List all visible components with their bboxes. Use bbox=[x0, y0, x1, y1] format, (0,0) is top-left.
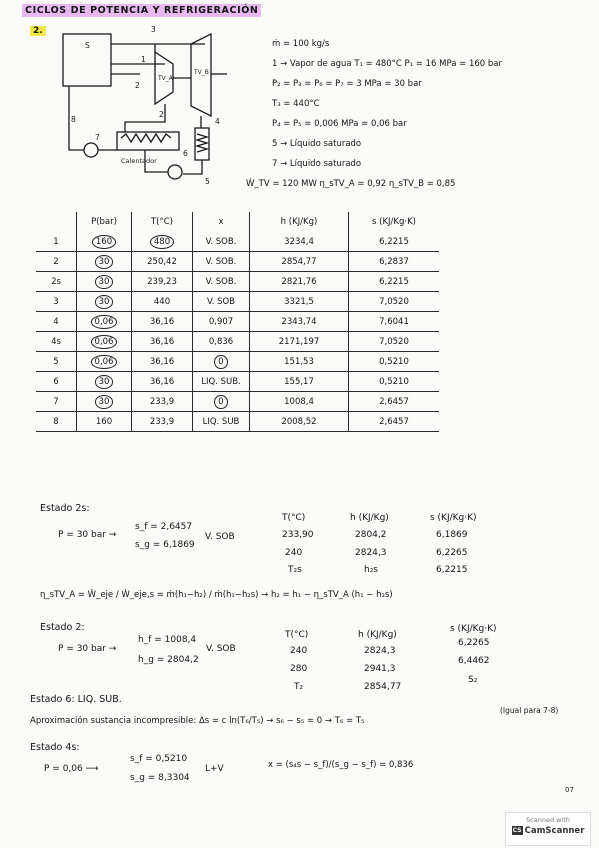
table-cell: 4 bbox=[36, 312, 77, 332]
table-cell: 36,16 bbox=[132, 332, 193, 352]
table-cell: 160 bbox=[77, 412, 132, 432]
given-state-5: 5 → Líquido saturado bbox=[272, 139, 362, 149]
circled-value: 0,06 bbox=[91, 315, 118, 329]
table-cell: V. SOB. bbox=[193, 232, 250, 252]
estado-2-interp-r1c2: 6,4462 bbox=[458, 656, 490, 666]
table-cell: 239,23 bbox=[132, 272, 193, 292]
circled-value: 30 bbox=[95, 275, 114, 289]
table-cell: 6,2215 bbox=[349, 272, 440, 292]
table-cell: 5 bbox=[36, 352, 77, 372]
estado-2-interp-r0c0: 240 bbox=[290, 646, 308, 656]
table-row bbox=[36, 292, 439, 312]
estado-2-interp-h1: h (KJ/Kg) bbox=[358, 630, 397, 640]
property-table bbox=[36, 212, 439, 432]
diagram-label-tva: TV_A bbox=[158, 75, 173, 82]
estado-2-interp-r2c1: 2854,77 bbox=[364, 682, 402, 692]
table-cell bbox=[77, 312, 132, 332]
diagram-label-2: 2 bbox=[159, 110, 164, 119]
table-cell: 2 bbox=[36, 252, 77, 272]
estado-2s-interp-r1c0: 240 bbox=[285, 548, 303, 558]
estado-2s-interp-r2c2: 6,2215 bbox=[436, 565, 468, 575]
table-cell: 1 bbox=[36, 232, 77, 252]
page-title: CICLOS DE POTENCIA Y REFRIGERACIÓN bbox=[22, 4, 261, 17]
camscanner-logo-icon: CS bbox=[512, 827, 522, 834]
table-cell: LIQ. SUB bbox=[193, 412, 250, 432]
diagram-label-8: 8 bbox=[71, 115, 76, 124]
estado-4s-phase: L+V bbox=[205, 764, 224, 774]
estado-2s-interp-r1c2: 6,2265 bbox=[436, 548, 468, 558]
diagram-label-1: 1 bbox=[141, 55, 146, 64]
table-cell: 2s bbox=[36, 272, 77, 292]
table-cell: 4s bbox=[36, 332, 77, 352]
table-cell: 151,53 bbox=[250, 352, 349, 372]
table-cell: 3 bbox=[36, 292, 77, 312]
estado-2-phase: V. SOB bbox=[206, 644, 236, 654]
table-cell: 2821,76 bbox=[250, 272, 349, 292]
table-cell bbox=[77, 372, 132, 392]
circled-value: 0,06 bbox=[91, 335, 118, 349]
table-cell: 2343,74 bbox=[250, 312, 349, 332]
table-cell: 6 bbox=[36, 372, 77, 392]
estado-2-interp-r0c1: 2824,3 bbox=[364, 646, 396, 656]
given-mass-flow: ṁ = 100 kg/s bbox=[272, 39, 330, 49]
table-cell: 1008,4 bbox=[250, 392, 349, 412]
scanner-line-1: Scanned with bbox=[526, 816, 570, 824]
circled-value: 30 bbox=[95, 375, 114, 389]
cycle-schematic bbox=[55, 22, 240, 187]
table-cell: 7,0520 bbox=[349, 292, 440, 312]
table-cell: 233,9 bbox=[132, 412, 193, 432]
table-cell bbox=[77, 252, 132, 272]
table-cell: 7,0520 bbox=[349, 332, 440, 352]
estado-6-note: (Igual para 7-8) bbox=[500, 706, 559, 715]
estado-4s-pressure: P = 0,06 ⟶ bbox=[44, 764, 99, 774]
table-cell: 36,16 bbox=[132, 312, 193, 332]
table-row bbox=[36, 392, 439, 412]
table-cell: 36,16 bbox=[132, 372, 193, 392]
table-cell: 36,16 bbox=[132, 352, 193, 372]
table-cell: V. SOB. bbox=[193, 272, 250, 292]
page-number: 07 bbox=[565, 786, 574, 794]
estado-2-interp-r1c0: 280 bbox=[290, 664, 308, 674]
diagram-label-tvb: TV_B bbox=[194, 69, 209, 76]
table-cell: 0,5210 bbox=[349, 352, 440, 372]
table-header: P(bar) bbox=[77, 212, 132, 232]
table-cell: 0,907 bbox=[193, 312, 250, 332]
circled-value: 30 bbox=[95, 255, 114, 269]
circled-value: 0 bbox=[214, 395, 227, 409]
diagram-label-4: 4 bbox=[215, 117, 220, 126]
table-cell: 7 bbox=[36, 392, 77, 412]
table-cell: 155,17 bbox=[250, 372, 349, 392]
diagram-label-3: 3 bbox=[151, 25, 156, 34]
table-cell: V. SOB bbox=[193, 292, 250, 312]
givens-list bbox=[246, 34, 502, 194]
estado-2s-interp-r0c2: 6,1869 bbox=[436, 530, 468, 540]
table-cell bbox=[132, 232, 193, 252]
table-row bbox=[36, 332, 439, 352]
diagram-label-heater: Calentador bbox=[121, 157, 157, 165]
table-cell bbox=[77, 272, 132, 292]
circled-value: 30 bbox=[95, 395, 114, 409]
estado-2s-interp-r0c1: 2804,2 bbox=[355, 530, 387, 540]
pump-a bbox=[168, 165, 182, 179]
estado-2s-phase: V. SOB bbox=[205, 532, 235, 542]
diagram-label-6: 6 bbox=[183, 149, 188, 158]
table-cell bbox=[77, 392, 132, 412]
table-cell: 8 bbox=[36, 412, 77, 432]
table-header: s (KJ/Kg·K) bbox=[349, 212, 440, 232]
given-pressures-30bar: P₂ = P₃ = P₆ = P₇ = 3 MPa = 30 bar bbox=[272, 79, 422, 89]
estado-4s-quality: x = (s₄s − s_f)/(s_g − s_f) = 0,836 bbox=[268, 760, 414, 770]
table-header: x bbox=[193, 212, 250, 232]
table-cell: 2854,77 bbox=[250, 252, 349, 272]
table-cell: 2,6457 bbox=[349, 392, 440, 412]
estado-2-interp-r1c1: 2941,3 bbox=[364, 664, 396, 674]
table-cell: 3234,4 bbox=[250, 232, 349, 252]
estado-4s-sf: s_f = 0,5210 bbox=[130, 754, 188, 764]
estado-2-interp-h0: T(°C) bbox=[285, 630, 309, 640]
problem-number: 2. bbox=[30, 26, 46, 36]
table-cell: 0,5210 bbox=[349, 372, 440, 392]
table-cell: 0,836 bbox=[193, 332, 250, 352]
estado-2s-interp-r0c0: 233,90 bbox=[282, 530, 314, 540]
table-row bbox=[36, 232, 439, 252]
estado-2s-interp-r1c1: 2824,3 bbox=[355, 548, 387, 558]
circled-value: 0 bbox=[214, 355, 227, 369]
table-cell: 6,2837 bbox=[349, 252, 440, 272]
estado-2s-interp-r2c0: T₂s bbox=[288, 565, 302, 575]
pump-b bbox=[84, 143, 98, 157]
estado-2s-interp-h2: s (KJ/Kg·K) bbox=[430, 513, 477, 523]
table-cell bbox=[193, 352, 250, 372]
circled-value: 0,06 bbox=[91, 355, 118, 369]
table-row bbox=[36, 372, 439, 392]
diagram-label-2b: 2 bbox=[135, 81, 140, 90]
turbine-efficiency-equation: η_sTV_A = Ẇ_eje / Ẇ_eje,s = ṁ(h₁−h₂) / ṁ(h₁−h₂s) → h₂ = h₁ − η_sTV_A (h₁ − h₂s) bbox=[40, 590, 393, 600]
table-cell: LIQ. SUB. bbox=[193, 372, 250, 392]
camscanner-watermark bbox=[505, 812, 591, 846]
table-header: h (KJ/Kg) bbox=[250, 212, 349, 232]
table-row bbox=[36, 272, 439, 292]
table-cell: 2008,52 bbox=[250, 412, 349, 432]
table-cell bbox=[77, 332, 132, 352]
given-state-1: 1 → Vapor de agua T₁ = 480°C P₁ = 16 MPa = 160 bar bbox=[272, 59, 502, 69]
estado-2s-pressure: P = 30 bar → bbox=[58, 530, 117, 540]
table-cell: 6,2215 bbox=[349, 232, 440, 252]
table-row bbox=[36, 312, 439, 332]
estado-2-hg: h_g = 2804,2 bbox=[138, 655, 199, 665]
estado-2-interp-r2c0: T₂ bbox=[294, 682, 304, 692]
estado-4s-sg: s_g = 8,3304 bbox=[130, 773, 190, 783]
table-cell bbox=[77, 292, 132, 312]
diagram-label-7: 7 bbox=[95, 133, 100, 142]
table-header-row bbox=[36, 212, 439, 232]
table-cell: 2171,197 bbox=[250, 332, 349, 352]
table-cell: 7,6041 bbox=[349, 312, 440, 332]
estado-2-interp-h2: s (KJ/Kg·K) bbox=[450, 624, 497, 634]
estado-2-interp-r0c2: 6,2265 bbox=[458, 638, 490, 648]
estado-6-heading: Estado 6: LIQ. SUB. bbox=[30, 694, 122, 705]
circled-value: 160 bbox=[92, 235, 116, 249]
table-row bbox=[36, 252, 439, 272]
table-cell: V. SOB. bbox=[193, 252, 250, 272]
estado-2s-heading: Estado 2s: bbox=[40, 503, 90, 514]
table-row bbox=[36, 412, 439, 432]
estado-2s-sf: s_f = 2,6457 bbox=[135, 522, 193, 532]
given-t3: T₃ = 440°C bbox=[272, 99, 320, 109]
table-cell bbox=[193, 392, 250, 412]
table-row bbox=[36, 352, 439, 372]
table-cell: 233,9 bbox=[132, 392, 193, 412]
table-header: T(°C) bbox=[132, 212, 193, 232]
table-cell: 440 bbox=[132, 292, 193, 312]
estado-4s-heading: Estado 4s: bbox=[30, 742, 80, 753]
estado-2s-interp-h0: T(°C) bbox=[282, 513, 306, 523]
given-state-7: 7 → Líquido saturado bbox=[272, 159, 362, 169]
estado-6-approximation: Aproximación sustancia incompresible: Δs = c ln(T₆/T₅) → s₆ − s₅ = 0 → T₆ = T₅ bbox=[30, 716, 365, 726]
table-cell: 3321,5 bbox=[250, 292, 349, 312]
estado-2s-interp-h1: h (KJ/Kg) bbox=[350, 513, 389, 523]
table-cell bbox=[77, 352, 132, 372]
diagram-label-s: S bbox=[85, 41, 90, 50]
table-cell bbox=[77, 232, 132, 252]
table-header bbox=[36, 212, 77, 232]
estado-2-pressure: P = 30 bar → bbox=[58, 644, 117, 654]
table-cell: 250,42 bbox=[132, 252, 193, 272]
given-p4-p5: P₄ = P₅ = 0,006 MPa = 0,06 bar bbox=[272, 119, 407, 129]
estado-2s-interp-r2c1: h₂s bbox=[364, 565, 379, 575]
estado-2-hf: h_f = 1008,4 bbox=[138, 635, 197, 645]
estado-2-interp-r2c2: S₂ bbox=[468, 675, 478, 685]
circled-value: 480 bbox=[150, 235, 174, 249]
estado-2s-sg: s_g = 6,1869 bbox=[135, 540, 195, 550]
given-work-efficiencies: Ẇ_TV = 120 MW η_sTV_A = 0,92 η_sTV_B = 0,85 bbox=[246, 179, 456, 189]
diagram-label-5: 5 bbox=[205, 177, 210, 186]
estado-2-heading: Estado 2: bbox=[40, 622, 85, 633]
table-cell: 2,6457 bbox=[349, 412, 440, 432]
scanner-line-2: CamScanner bbox=[524, 826, 585, 836]
circled-value: 30 bbox=[95, 295, 114, 309]
